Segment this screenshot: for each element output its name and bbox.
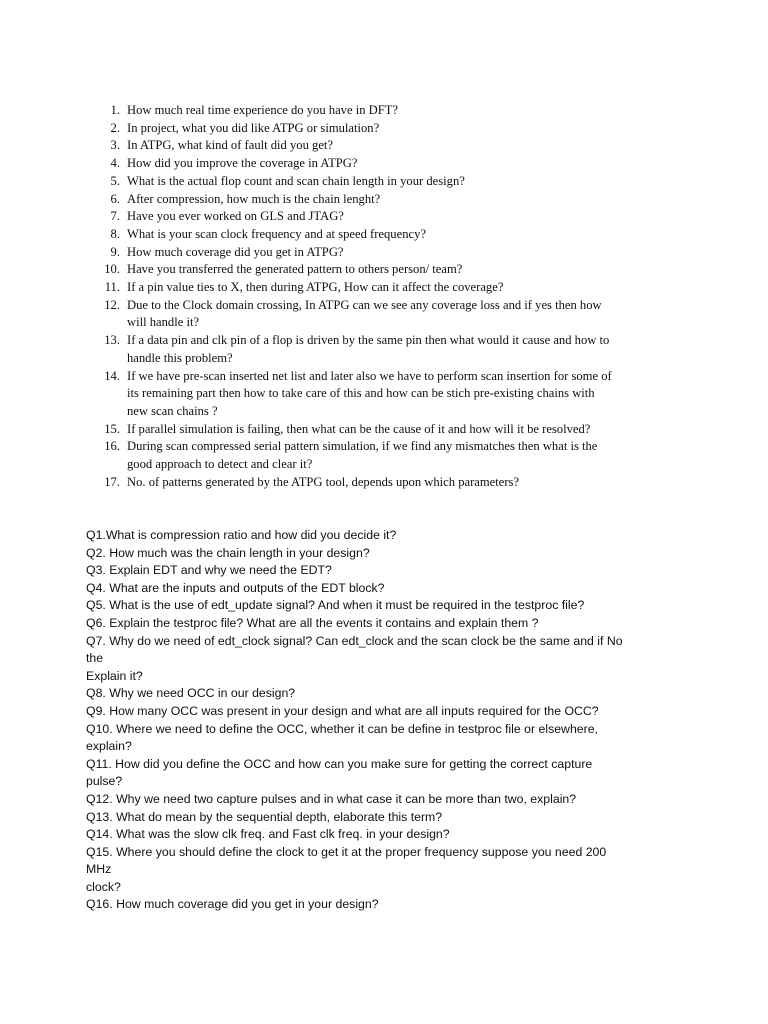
item-number: 2. — [110, 120, 120, 135]
item-text: What is your scan clock frequency and at speed frequency? — [127, 226, 426, 241]
q-item: Q7. Why do we need of edt_clock signal? Can edt_clock and the scan clock be the same and if No the Explain it? — [86, 633, 623, 683]
list-item — [0, 368, 768, 421]
item-text: How much real time experience do you have in DFT? — [127, 103, 399, 117]
q-item: Q12. Why we need two capture pulses and in what case it can be more than two, explain? — [86, 791, 577, 806]
item-number: 13. — [104, 333, 120, 348]
list-item — [0, 438, 768, 473]
list-item — [0, 332, 768, 367]
item-text: After compression, how much is the chain lenght? — [127, 191, 381, 206]
item-number: 1. — [110, 103, 120, 117]
list-item — [0, 244, 768, 262]
q-item: Q6. Explain the testproc file? What are all the events it contains and explain them ? — [86, 615, 539, 630]
list-item — [0, 226, 768, 244]
list-item — [0, 421, 768, 439]
q-item: Q5. What is the use of edt_update signal? And when it must be required in the testproc file? — [86, 598, 585, 613]
item-text: How did you improve the coverage in ATPG? — [127, 156, 358, 171]
item-text: If we have pre-scan inserted net list and later also we have to perform scan insertion for some of its remaining part then how to take care of this and how can be stich pre-existing chains with new scan chains ? — [127, 368, 612, 418]
item-text: No. of patterns generated by the ATPG tool, depends upon which parameters? — [127, 474, 520, 489]
item-text: During scan compressed serial pattern simulation, if we find any mismatches then what is the good approach to detect and clear it? — [127, 439, 598, 472]
list-item — [0, 474, 768, 492]
q-question-list — [86, 527, 626, 914]
q-item: Q11. How did you define the OCC and how can you make sure for getting the correct capture pulse? — [86, 756, 593, 789]
list-item — [0, 208, 768, 226]
q-item: Q9. How many OCC was present in your design and what are all inputs required for the OCC? — [86, 703, 599, 718]
item-text: What is the actual flop count and scan chain length in your design? — [127, 173, 465, 188]
list-item — [0, 297, 768, 332]
item-number: 6. — [110, 191, 120, 206]
item-text: If parallel simulation is failing, then what can be the cause of it and how will it be resolved? — [127, 421, 591, 436]
item-number: 8. — [110, 226, 120, 241]
item-number: 7. — [110, 209, 120, 224]
q-item: Q3. Explain EDT and why we need the EDT? — [86, 563, 332, 578]
item-text: Due to the Clock domain crossing, In ATPG can we see any coverage loss and if yes then how will handle it? — [127, 297, 602, 330]
item-text: If a pin value ties to X, then during ATPG, How can it affect the coverage? — [127, 280, 504, 295]
q-item: Q2. How much was the chain length in your design? — [86, 545, 370, 560]
item-number: 4. — [110, 156, 120, 171]
q-item: Q13. What do mean by the sequential depth, elaborate this term? — [86, 809, 443, 824]
q-item: Q16. How much coverage did you get in your design? — [86, 897, 379, 912]
item-number: 15. — [104, 421, 120, 436]
q-item: Q14. What was the slow clk freq. and Fast clk freq. in your design? — [86, 827, 450, 842]
q-item: Q10. Where we need to define the OCC, whether it can be define in testproc file or elsewhere, explain? — [86, 721, 598, 754]
list-item — [0, 120, 768, 138]
item-number: 9. — [110, 244, 120, 259]
list-item — [0, 102, 768, 120]
q-item: Q15. Where you should define the clock to get it at the proper frequency suppose you need 200 MHz clock? — [86, 844, 607, 894]
list-item — [0, 279, 768, 297]
numbered-question-list — [0, 102, 768, 491]
item-number: 12. — [104, 297, 120, 312]
list-item — [0, 173, 768, 191]
item-number: 16. — [104, 439, 120, 454]
item-text: If a data pin and clk pin of a flop is driven by the same pin then what would it cause and how to handle this problem? — [127, 333, 610, 365]
item-number: 5. — [110, 173, 120, 188]
list-item — [0, 137, 768, 155]
item-text: How much coverage did you get in ATPG? — [127, 244, 344, 259]
list-item — [0, 191, 768, 209]
item-number: 17. — [104, 474, 120, 489]
list-item — [0, 261, 768, 279]
q-item: Q1.What is compression ratio and how did you decide it? — [86, 528, 397, 542]
q-item: Q4. What are the inputs and outputs of the EDT block? — [86, 580, 385, 595]
q-item: Q8. Why we need OCC in our design? — [86, 686, 296, 701]
item-text: Have you transferred the generated pattern to others person/ team? — [127, 262, 463, 277]
item-number: 11. — [104, 280, 120, 295]
list-item — [0, 155, 768, 173]
item-number: 14. — [104, 368, 120, 383]
item-text: In ATPG, what kind of fault did you get? — [127, 138, 334, 153]
item-text: In project, what you did like ATPG or simulation? — [127, 120, 380, 135]
item-number: 10. — [104, 262, 120, 277]
item-text: Have you ever worked on GLS and JTAG? — [127, 209, 344, 224]
item-number: 3. — [110, 138, 120, 153]
